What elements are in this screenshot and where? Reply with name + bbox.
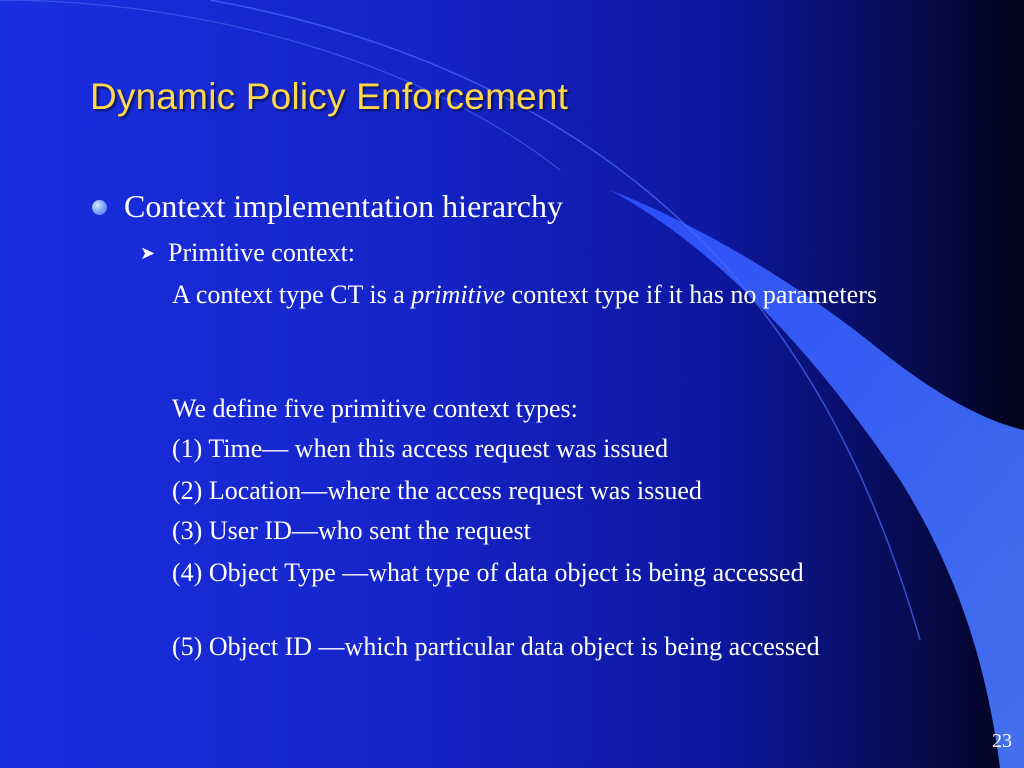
slide-title: Dynamic Policy Enforcement (90, 76, 569, 117)
definition-emphasis: primitive (411, 280, 506, 309)
definition-text-after: context type if it has no parameters (505, 280, 877, 309)
type-item-time: (1) Time— when this access request was issued (172, 434, 669, 463)
sub-bullet-primitive-context (140, 238, 355, 268)
bullet-text: Context implementation hierarchy (124, 188, 563, 224)
type-item-location: (2) Location—where the access request was issued (172, 476, 702, 505)
bullet-context-hierarchy (92, 188, 563, 225)
type-item-object-id: (5) Object ID —which particular data object is being accessed (172, 632, 820, 661)
type-item-object-type: (4) Object Type —what type of data object is being accessed (172, 558, 804, 587)
sub-bullet-text: Primitive context: (168, 238, 356, 267)
types-intro: We define five primitive context types: (172, 394, 578, 423)
page-number: 23 (992, 730, 1012, 752)
type-item-user-id: (3) User ID—who sent the request (172, 516, 531, 545)
arrowhead-bullet-icon: ➤ (140, 242, 156, 263)
circle-bullet-icon (92, 200, 107, 215)
definition-paragraph (172, 279, 936, 311)
definition-text-before: A context type CT is a (172, 280, 412, 309)
